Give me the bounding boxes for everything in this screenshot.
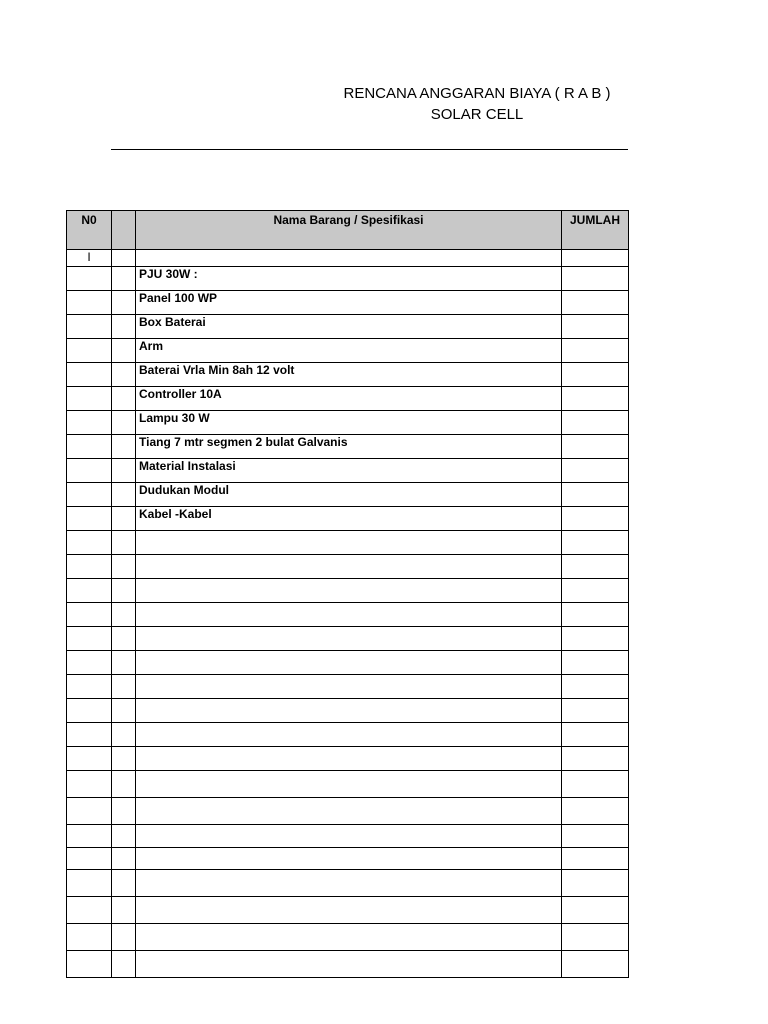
row-name (136, 747, 562, 771)
row-name (136, 723, 562, 747)
row-number: I (67, 250, 112, 267)
row-jumlah (562, 798, 629, 825)
document-title: RENCANA ANGGARAN BIAYA ( R A B ) (343, 85, 611, 102)
table-row (67, 291, 629, 315)
row-name (136, 699, 562, 723)
table-row (67, 723, 629, 747)
row-jumlah (562, 870, 629, 897)
row-jumlah (562, 651, 629, 675)
table-row (67, 699, 629, 723)
row-number (67, 363, 112, 387)
row-jumlah (562, 675, 629, 699)
table-row (67, 951, 629, 978)
row-blank (112, 267, 136, 291)
row-blank (112, 411, 136, 435)
row-number (67, 579, 112, 603)
row-jumlah (562, 555, 629, 579)
row-blank (112, 747, 136, 771)
row-blank (112, 339, 136, 363)
row-blank (112, 507, 136, 531)
table-header-row (67, 211, 629, 250)
row-name (136, 848, 562, 870)
row-blank (112, 603, 136, 627)
row-number (67, 897, 112, 924)
row-jumlah (562, 771, 629, 798)
row-name: Lampu 30 W (136, 411, 562, 435)
row-number (67, 675, 112, 699)
row-name: Arm (136, 339, 562, 363)
row-jumlah (562, 627, 629, 651)
row-blank (112, 291, 136, 315)
row-name (136, 555, 562, 579)
table-row (67, 579, 629, 603)
row-name: Panel 100 WP (136, 291, 562, 315)
row-jumlah (562, 363, 629, 387)
row-name (136, 651, 562, 675)
table-row (67, 555, 629, 579)
row-blank (112, 897, 136, 924)
row-name (136, 603, 562, 627)
row-blank (112, 651, 136, 675)
row-jumlah (562, 603, 629, 627)
table-row (67, 411, 629, 435)
table-row (67, 651, 629, 675)
row-number (67, 267, 112, 291)
row-name: Material Instalasi (136, 459, 562, 483)
row-blank (112, 870, 136, 897)
row-blank (112, 675, 136, 699)
row-jumlah (562, 411, 629, 435)
row-jumlah (562, 435, 629, 459)
row-number (67, 651, 112, 675)
row-name (136, 250, 562, 267)
row-number (67, 531, 112, 555)
row-blank (112, 798, 136, 825)
row-name: Box Baterai (136, 315, 562, 339)
row-number (67, 411, 112, 435)
table-body (67, 250, 629, 978)
row-jumlah (562, 924, 629, 951)
row-name (136, 951, 562, 978)
row-blank (112, 250, 136, 267)
row-jumlah (562, 699, 629, 723)
row-blank (112, 435, 136, 459)
table-row (67, 627, 629, 651)
row-blank (112, 951, 136, 978)
row-blank (112, 699, 136, 723)
table-row (67, 483, 629, 507)
row-blank (112, 848, 136, 870)
row-blank (112, 531, 136, 555)
row-blank (112, 387, 136, 411)
row-number (67, 315, 112, 339)
table-row (67, 675, 629, 699)
column-header-jumlah: JUMLAH (562, 211, 629, 250)
row-number (67, 771, 112, 798)
row-number (67, 555, 112, 579)
row-name (136, 531, 562, 555)
row-name (136, 924, 562, 951)
row-jumlah (562, 387, 629, 411)
row-blank (112, 555, 136, 579)
row-number (67, 291, 112, 315)
table-row (67, 387, 629, 411)
row-number (67, 387, 112, 411)
row-name: Dudukan Modul (136, 483, 562, 507)
row-jumlah (562, 339, 629, 363)
row-name (136, 579, 562, 603)
row-jumlah (562, 825, 629, 848)
rab-table (66, 210, 629, 978)
row-number (67, 699, 112, 723)
document-subtitle: SOLAR CELL (430, 106, 524, 123)
row-name: PJU 30W : (136, 267, 562, 291)
row-name (136, 870, 562, 897)
row-blank (112, 723, 136, 747)
row-number (67, 924, 112, 951)
row-name: Kabel -Kabel (136, 507, 562, 531)
row-jumlah (562, 579, 629, 603)
row-number (67, 848, 112, 870)
table-row (67, 771, 629, 798)
column-header-name: Nama Barang / Spesifikasi (136, 211, 562, 250)
column-header-no: N0 (67, 211, 112, 250)
row-blank (112, 315, 136, 339)
row-jumlah (562, 951, 629, 978)
table-row (67, 870, 629, 897)
row-name (136, 627, 562, 651)
table-row (67, 747, 629, 771)
row-number (67, 951, 112, 978)
table-row (67, 798, 629, 825)
row-blank (112, 459, 136, 483)
row-blank (112, 825, 136, 848)
table-row (67, 435, 629, 459)
row-number (67, 870, 112, 897)
row-name (136, 675, 562, 699)
row-blank (112, 363, 136, 387)
table-row (67, 459, 629, 483)
row-number (67, 723, 112, 747)
row-jumlah (562, 250, 629, 267)
row-blank (112, 627, 136, 651)
table-row (67, 507, 629, 531)
row-blank (112, 483, 136, 507)
row-number (67, 798, 112, 825)
row-name: Controller 10A (136, 387, 562, 411)
row-blank (112, 579, 136, 603)
table-row (67, 825, 629, 848)
table-row (67, 531, 629, 555)
table-row (67, 924, 629, 951)
table-row (67, 339, 629, 363)
row-name (136, 771, 562, 798)
row-blank (112, 771, 136, 798)
row-number (67, 627, 112, 651)
row-name (136, 798, 562, 825)
row-number (67, 747, 112, 771)
row-number (67, 507, 112, 531)
table-row (67, 267, 629, 291)
row-jumlah (562, 459, 629, 483)
table-row (67, 363, 629, 387)
row-name (136, 897, 562, 924)
row-jumlah (562, 897, 629, 924)
table-row (67, 603, 629, 627)
row-jumlah (562, 315, 629, 339)
table-row (67, 250, 629, 267)
row-number (67, 435, 112, 459)
row-number (67, 603, 112, 627)
row-jumlah (562, 483, 629, 507)
row-number (67, 339, 112, 363)
row-jumlah (562, 291, 629, 315)
row-jumlah (562, 507, 629, 531)
table-row (67, 315, 629, 339)
row-jumlah (562, 747, 629, 771)
table-row (67, 848, 629, 870)
row-jumlah (562, 723, 629, 747)
row-name (136, 825, 562, 848)
row-number (67, 483, 112, 507)
row-blank (112, 924, 136, 951)
row-jumlah (562, 848, 629, 870)
row-name: Tiang 7 mtr segmen 2 bulat Galvanis (136, 435, 562, 459)
row-number (67, 459, 112, 483)
row-jumlah (562, 267, 629, 291)
row-jumlah (562, 531, 629, 555)
row-number (67, 825, 112, 848)
title-divider (111, 149, 628, 150)
table-row (67, 897, 629, 924)
column-header-blank (112, 211, 136, 250)
row-name: Baterai Vrla Min 8ah 12 volt (136, 363, 562, 387)
